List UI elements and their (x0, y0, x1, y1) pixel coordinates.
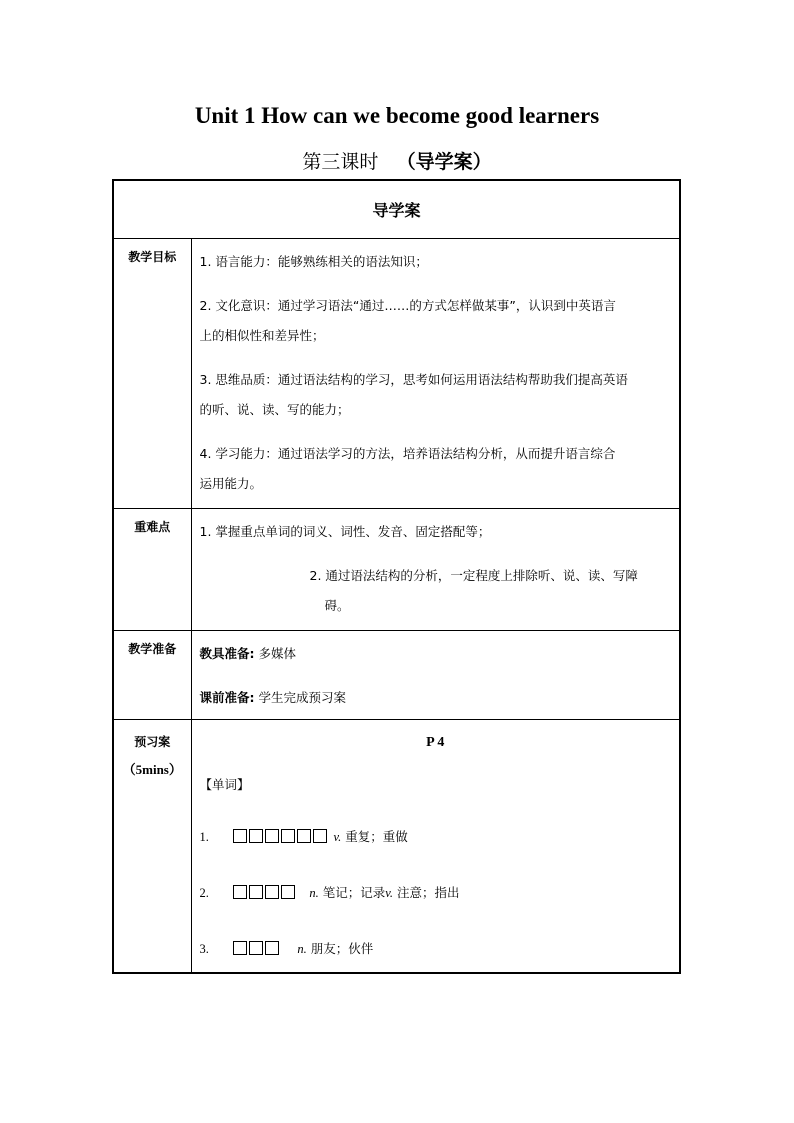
document-subtitle (0, 147, 794, 174)
objective-line: 的听、说、读、写的能力； (199, 402, 350, 417)
preview-content (191, 720, 680, 974)
tools-label: 教具准备: (199, 646, 255, 661)
key-point-line: 1. 掌握重点单词的词义、词性、发音、固定搭配等； (199, 524, 491, 539)
key-points-label: 重难点 (113, 509, 191, 631)
word-item (200, 822, 672, 852)
objective-line: 3. 思维品质：通过语法结构的学习，思考如何运用语法结构帮助我们提高英语 (199, 372, 628, 387)
word-meaning: 笔记；记录 (318, 885, 386, 900)
blank-boxes[interactable] (233, 829, 329, 844)
pre-class-label: 课前准备: (199, 690, 255, 705)
word-number: 3. (199, 942, 209, 956)
word-number: 2. (199, 886, 209, 900)
part-of-speech: n. (309, 886, 319, 900)
word-meaning: 注意；指出 (393, 885, 460, 900)
key-point-line: 碍。 (324, 598, 350, 613)
word-number: 1. (199, 830, 209, 844)
subtitle-lesson: 第三课时 (302, 151, 379, 173)
table-header: 导学案 (113, 180, 680, 239)
part-of-speech: v. (385, 886, 394, 900)
word-meaning: 朋友；伙伴 (306, 941, 374, 956)
objective-line: 2. 文化意识：通过学习语法“通过……的方式怎样做某事”，认识到中英语言 (199, 298, 616, 313)
objective-line: 1. 语言能力：能够熟练相关的语法知识； (199, 254, 428, 269)
word-meaning: 重复；重做 (341, 829, 408, 844)
objective-line: 4. 学习能力：通过语法学习的方法，培养语法结构分析，从而提升语言综合 (199, 446, 616, 461)
key-point-line: 2. 通过语法结构的分析，一定程度上排除听、说、读、写障 (309, 568, 638, 583)
tools-value: 多媒体 (254, 646, 296, 661)
part-of-speech: n. (297, 942, 307, 956)
preview-label-cell (113, 720, 191, 974)
part-of-speech: v. (333, 830, 342, 844)
objective-line: 运用能力。 (199, 476, 263, 491)
pre-class-value: 学生完成预习案 (254, 690, 346, 705)
section-heading: 【单词】 (199, 777, 250, 792)
blank-boxes[interactable] (233, 885, 297, 900)
document-title: Unit 1 How can we become good learners (194, 103, 600, 128)
preparation-content (191, 631, 680, 720)
word-item (200, 878, 672, 908)
objectives-content (191, 239, 680, 509)
objective-line: 上的相似性和差异性； (199, 328, 325, 343)
preview-time: （5mins） (122, 762, 182, 777)
subtitle-type: （导学案） (396, 151, 492, 173)
page-number: P 4 (426, 735, 445, 750)
lesson-plan-table (112, 179, 681, 974)
objectives-label: 教学目标 (113, 239, 191, 509)
pre-class-line (200, 683, 672, 713)
preview-label: 预习案 (134, 735, 171, 749)
blank-boxes[interactable] (233, 941, 281, 956)
key-points-content (191, 509, 680, 631)
word-item (200, 934, 672, 964)
tools-line (200, 639, 672, 669)
preparation-label: 教学准备 (113, 631, 191, 720)
